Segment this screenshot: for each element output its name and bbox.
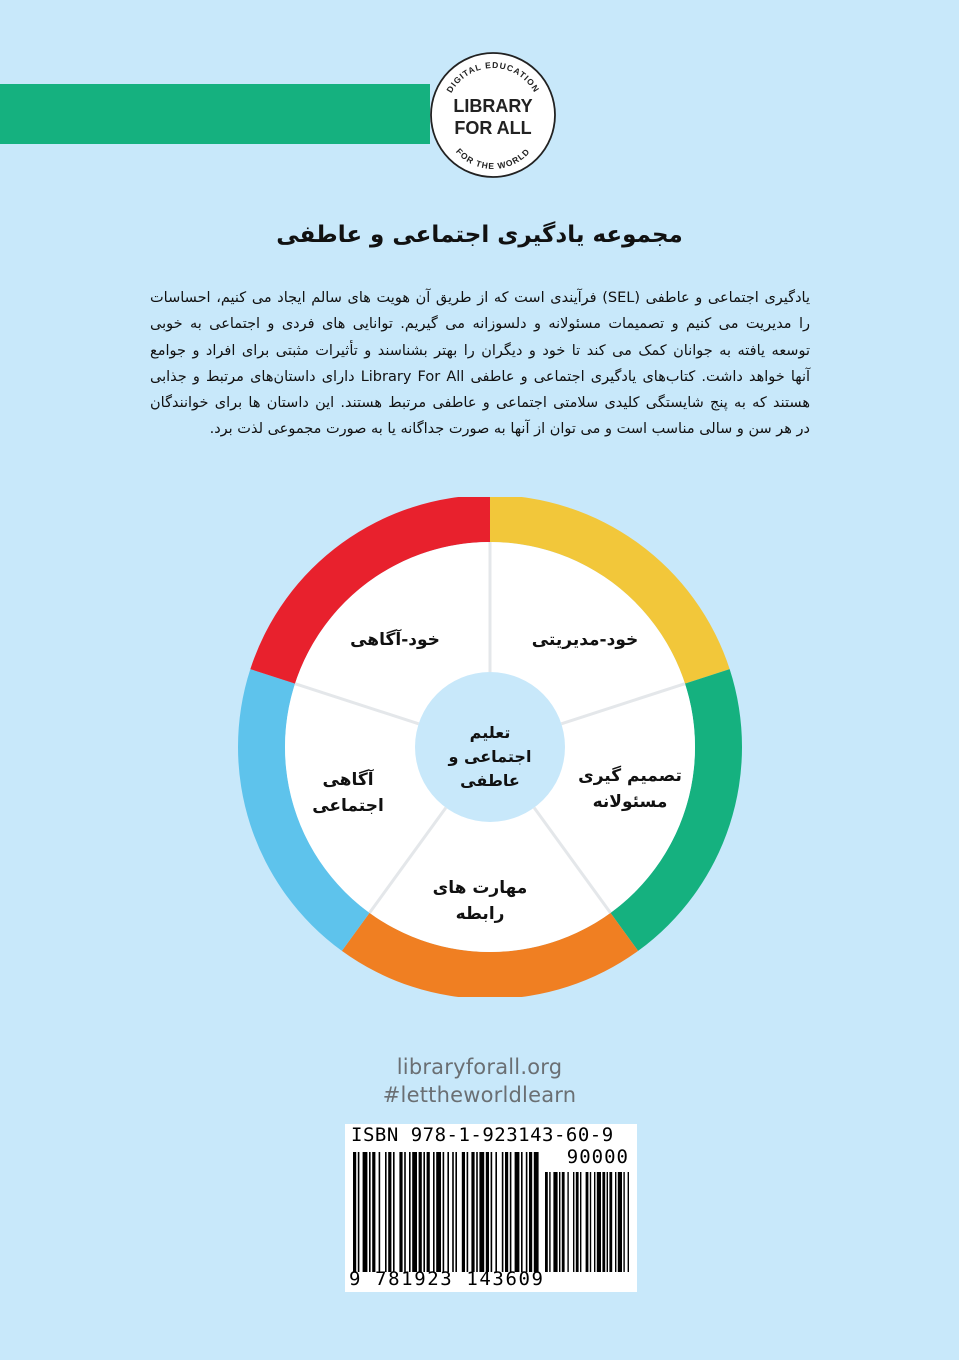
segment-label-self-awareness: خود-آگاهی	[350, 630, 440, 650]
barcode-bar	[549, 1172, 550, 1272]
segment-label-self-management: خود-مدیریتی	[531, 630, 639, 650]
barcode-bar	[510, 1152, 512, 1272]
barcode-bar	[526, 1152, 528, 1272]
barcode-bar	[623, 1172, 624, 1272]
barcode-bar	[467, 1152, 469, 1272]
barcode-bar	[502, 1152, 504, 1272]
barcode-bar	[576, 1172, 579, 1272]
barcode-bar	[447, 1152, 449, 1272]
barcode-bar	[385, 1152, 387, 1272]
barcode-bar	[476, 1152, 478, 1272]
isbn-number: ISBN 978-1-923143-60-9	[351, 1124, 614, 1146]
barcode-bar	[419, 1152, 422, 1272]
description-line: در هر سن و سالی مناسب است و می توان از آنها به صورت جداگانه یا به صورت مجموعی لذت برد.	[209, 421, 810, 438]
barcode-bar	[573, 1172, 574, 1272]
barcode-bar	[412, 1152, 417, 1272]
barcode-bar	[369, 1152, 371, 1272]
description-line: آنها خواهد داشت. کتاب‌های یادگیری اجتماعی و عاطفی Library For All دارای داستان‌های مرتبط و جذابی	[150, 368, 811, 385]
wheel-center-label: تعلیم اجتماعی و عاطفی	[448, 723, 532, 790]
barcode-bar	[521, 1152, 523, 1272]
barcode-bar	[594, 1172, 595, 1272]
barcode-bar	[462, 1152, 465, 1272]
barcode-bar	[379, 1152, 381, 1272]
barcode-bar	[590, 1172, 591, 1272]
description-line: توسعه یافته به جوانان کمک می کند تا خود و دیگران را بهتر بشناسند و تأثیرات مثبتی برای افراد و جوامع	[150, 342, 810, 359]
barcode-bar	[471, 1152, 474, 1272]
logo-ring-top: DIGITAL EDUCATION	[444, 59, 542, 95]
barcode-bar	[399, 1152, 402, 1272]
segment-label-responsible-decision: تصمیم گیری مسئولانه	[578, 766, 682, 812]
barcode-bar	[436, 1152, 441, 1272]
barcode-bar	[358, 1152, 360, 1272]
barcode-bar	[363, 1152, 368, 1272]
barcode-bar	[553, 1172, 557, 1272]
barcode-bar	[615, 1172, 616, 1272]
logo-line-2: FOR ALL	[454, 118, 532, 138]
barcode-bar	[479, 1152, 484, 1272]
barcode-bar	[567, 1172, 568, 1272]
barcode-bar	[455, 1152, 457, 1272]
library-for-all-logo	[428, 50, 558, 180]
barcode-bar	[388, 1152, 391, 1272]
website-url[interactable]: libraryforall.org	[396, 1055, 563, 1079]
barcode-bar	[486, 1152, 489, 1272]
barcode-bar	[505, 1152, 508, 1272]
barcode-bar	[433, 1152, 435, 1272]
barcode-bar	[628, 1172, 629, 1272]
barcode-bar	[529, 1152, 532, 1272]
barcode-bars	[345, 1124, 637, 1292]
barcode-bar	[618, 1172, 622, 1272]
barcode-bar	[353, 1152, 356, 1272]
barcode-bar	[534, 1152, 539, 1272]
barcode-bar	[602, 1172, 605, 1272]
barcode-bar	[443, 1152, 445, 1272]
barcode-bar	[409, 1152, 411, 1272]
barcode-bar	[404, 1152, 406, 1272]
barcode-bar	[452, 1152, 454, 1272]
green-banner	[0, 84, 430, 144]
barcode-bar	[562, 1172, 565, 1272]
barcode-bar	[580, 1172, 581, 1272]
logo-line-1: LIBRARY	[453, 96, 533, 116]
description-line: یادگیری اجتماعی و عاطفی (SEL) فرآیندی است که از طریق آن هویت های سالم ایجاد می کنیم، احساسات	[150, 290, 810, 306]
page-title: مجموعه یادگیری اجتماعی و عاطفی	[276, 222, 683, 248]
barcode-bar	[427, 1152, 430, 1272]
barcode-bar	[559, 1172, 560, 1272]
description-line: را مدیریت می کنیم و تصمیمات مسئولانه و دلسوزانه می گیریم. توانایی های فردی و اجتماعی به خوبی	[150, 316, 810, 333]
barcode-bar	[586, 1172, 589, 1272]
hashtag: #lettheworldlearn	[382, 1083, 577, 1107]
barcode-bar	[609, 1172, 612, 1272]
segment-label-social-awareness: آگاهی اجتماعی	[312, 770, 384, 816]
barcode-bar	[597, 1172, 601, 1272]
barcode-bar	[545, 1172, 548, 1272]
barcode-bar	[423, 1152, 425, 1272]
barcode-bar	[372, 1152, 375, 1272]
barcode-bar	[495, 1152, 497, 1272]
barcode-bar	[515, 1152, 520, 1272]
barcode-bar	[491, 1152, 493, 1272]
description-line: هستند که به پنج شایستگی کلیدی سلامتی اجتماعی و عاطفی مرتبط هستند. این داستان ها برای خوانندگان	[150, 395, 810, 412]
ean-number: 9 781923 143609	[349, 1268, 545, 1290]
description	[150, 285, 810, 443]
barcode-bar	[607, 1172, 608, 1272]
sel-wheel	[220, 497, 760, 997]
barcode-bar	[393, 1152, 395, 1272]
isbn-barcode	[345, 1124, 637, 1292]
logo-ring-bottom: FOR THE WORLD	[454, 146, 532, 172]
price-code: 90000	[566, 1146, 629, 1168]
segment-label-relationship-skills: مهارت های رابطه	[432, 878, 528, 924]
